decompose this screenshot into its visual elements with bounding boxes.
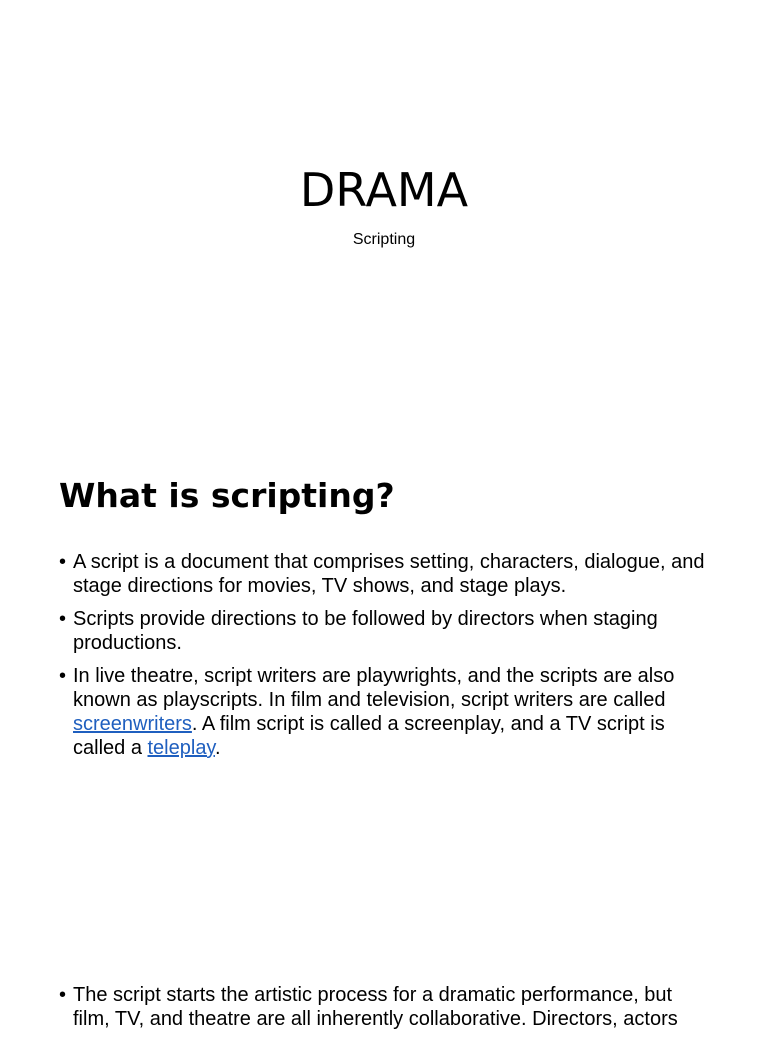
list-item — [59, 664, 709, 760]
slide-title: DRAMA — [299, 163, 469, 217]
bullet-icon: • — [59, 984, 67, 1006]
list-item — [59, 607, 709, 655]
list-item — [59, 550, 709, 598]
section-heading: What is scripting? — [59, 476, 395, 515]
bullet-text-part: . A film script is called a screenplay, and a TV script is called a — [73, 713, 665, 759]
bullet-text-part: . — [214, 737, 221, 759]
bullet-icon: • — [59, 608, 67, 630]
bullet-text-part: In live theatre, script writers are playwrights, and the scripts are also known as playscripts. In film and television, script writers are called — [73, 665, 675, 711]
bullet-list — [59, 550, 709, 769]
teleplay-link[interactable]: teleplay — [147, 737, 215, 759]
screenwriters-link[interactable]: screenwriters — [73, 713, 192, 735]
bullet-text: Scripts provide directions to be followed by directors when staging productions. — [73, 608, 658, 654]
slide-subtitle: Scripting — [352, 231, 416, 248]
bullet-text: A script is a document that comprises setting, characters, dialogue, and stage directions for movies, TV shows, and stage plays. — [73, 551, 705, 597]
bullet-icon: • — [59, 665, 67, 687]
bullet-list-continued — [59, 983, 709, 1040]
bullet-text: The script starts the artistic process for a dramatic performance, but film, TV, and theatre are all inherently collaborative. Directors, actors — [73, 984, 678, 1030]
bullet-icon: • — [59, 551, 67, 573]
